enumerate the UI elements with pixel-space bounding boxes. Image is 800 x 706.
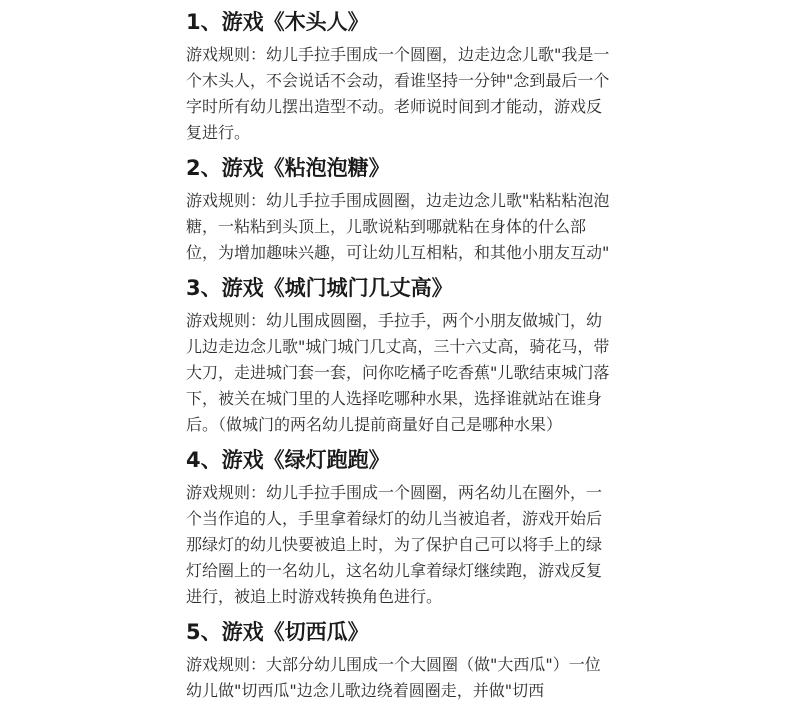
game-rule: 游戏规则：幼儿手拉手围成一个圆圈，两名幼儿在圈外，一个当作追的人，手里拿着绿灯的幼儿当被追者，游戏开始后那绿灯的幼儿快要被追上时，为了保护自己可以将手上的绿灯给圈上的一名幼儿，这名幼儿拿着绿灯继续跑，游戏反复进行，被追上时游戏转换角色进行。 xyxy=(186,483,603,606)
game-rule: 游戏规则：大部分幼儿围成一个大圆圈（做"大西瓜"）一位幼儿做"切西瓜"边念儿歌边绕着圆圈走，并做"切西 xyxy=(186,655,601,700)
game-title: 4、游戏《绿灯跑跑》 xyxy=(186,448,390,472)
game-title: 3、游戏《城门城门几丈高》 xyxy=(186,276,453,300)
game-rule: 游戏规则：幼儿手拉手围成一个圆圈，边走边念儿歌"我是一个木头人，不会说话不会动，看谁坚持一分钟"念到最后一个字时所有幼儿摆出造型不动。老师说时间到才能动，游戏反复进行。 xyxy=(186,45,610,142)
game-title: 2、游戏《粘泡泡糖》 xyxy=(186,156,390,180)
game-title: 1、游戏《木头人》 xyxy=(186,10,369,34)
game-section-2 xyxy=(186,154,616,266)
game-section-5 xyxy=(186,618,616,704)
game-section-4 xyxy=(186,446,616,610)
game-section-3 xyxy=(186,274,616,438)
game-rule: 游戏规则：幼儿手拉手围成圆圈，边走边念儿歌"粘粘粘泡泡糖，一粘粘到头顶上，儿歌说粘到哪就粘在身体的什么部位，为增加趣味兴趣，可让幼儿互相粘，和其他小朋友互动" xyxy=(186,191,610,262)
game-section-1 xyxy=(186,8,616,146)
game-rule: 游戏规则：幼儿围成圆圈，手拉手，两个小朋友做城门，幼儿边走边念儿歌"城门城门几丈高，三十六丈高，骑花马，带大刀，走进城门套一套，问你吃橘子吃香蕉"儿歌结束城门落下，被关在城门里的人选择吃哪种水果，选择谁就站在谁身后。（做城门的两名幼儿提前商量好自己是哪种水果） xyxy=(186,311,610,434)
game-title: 5、游戏《切西瓜》 xyxy=(186,620,369,644)
article xyxy=(186,0,616,706)
